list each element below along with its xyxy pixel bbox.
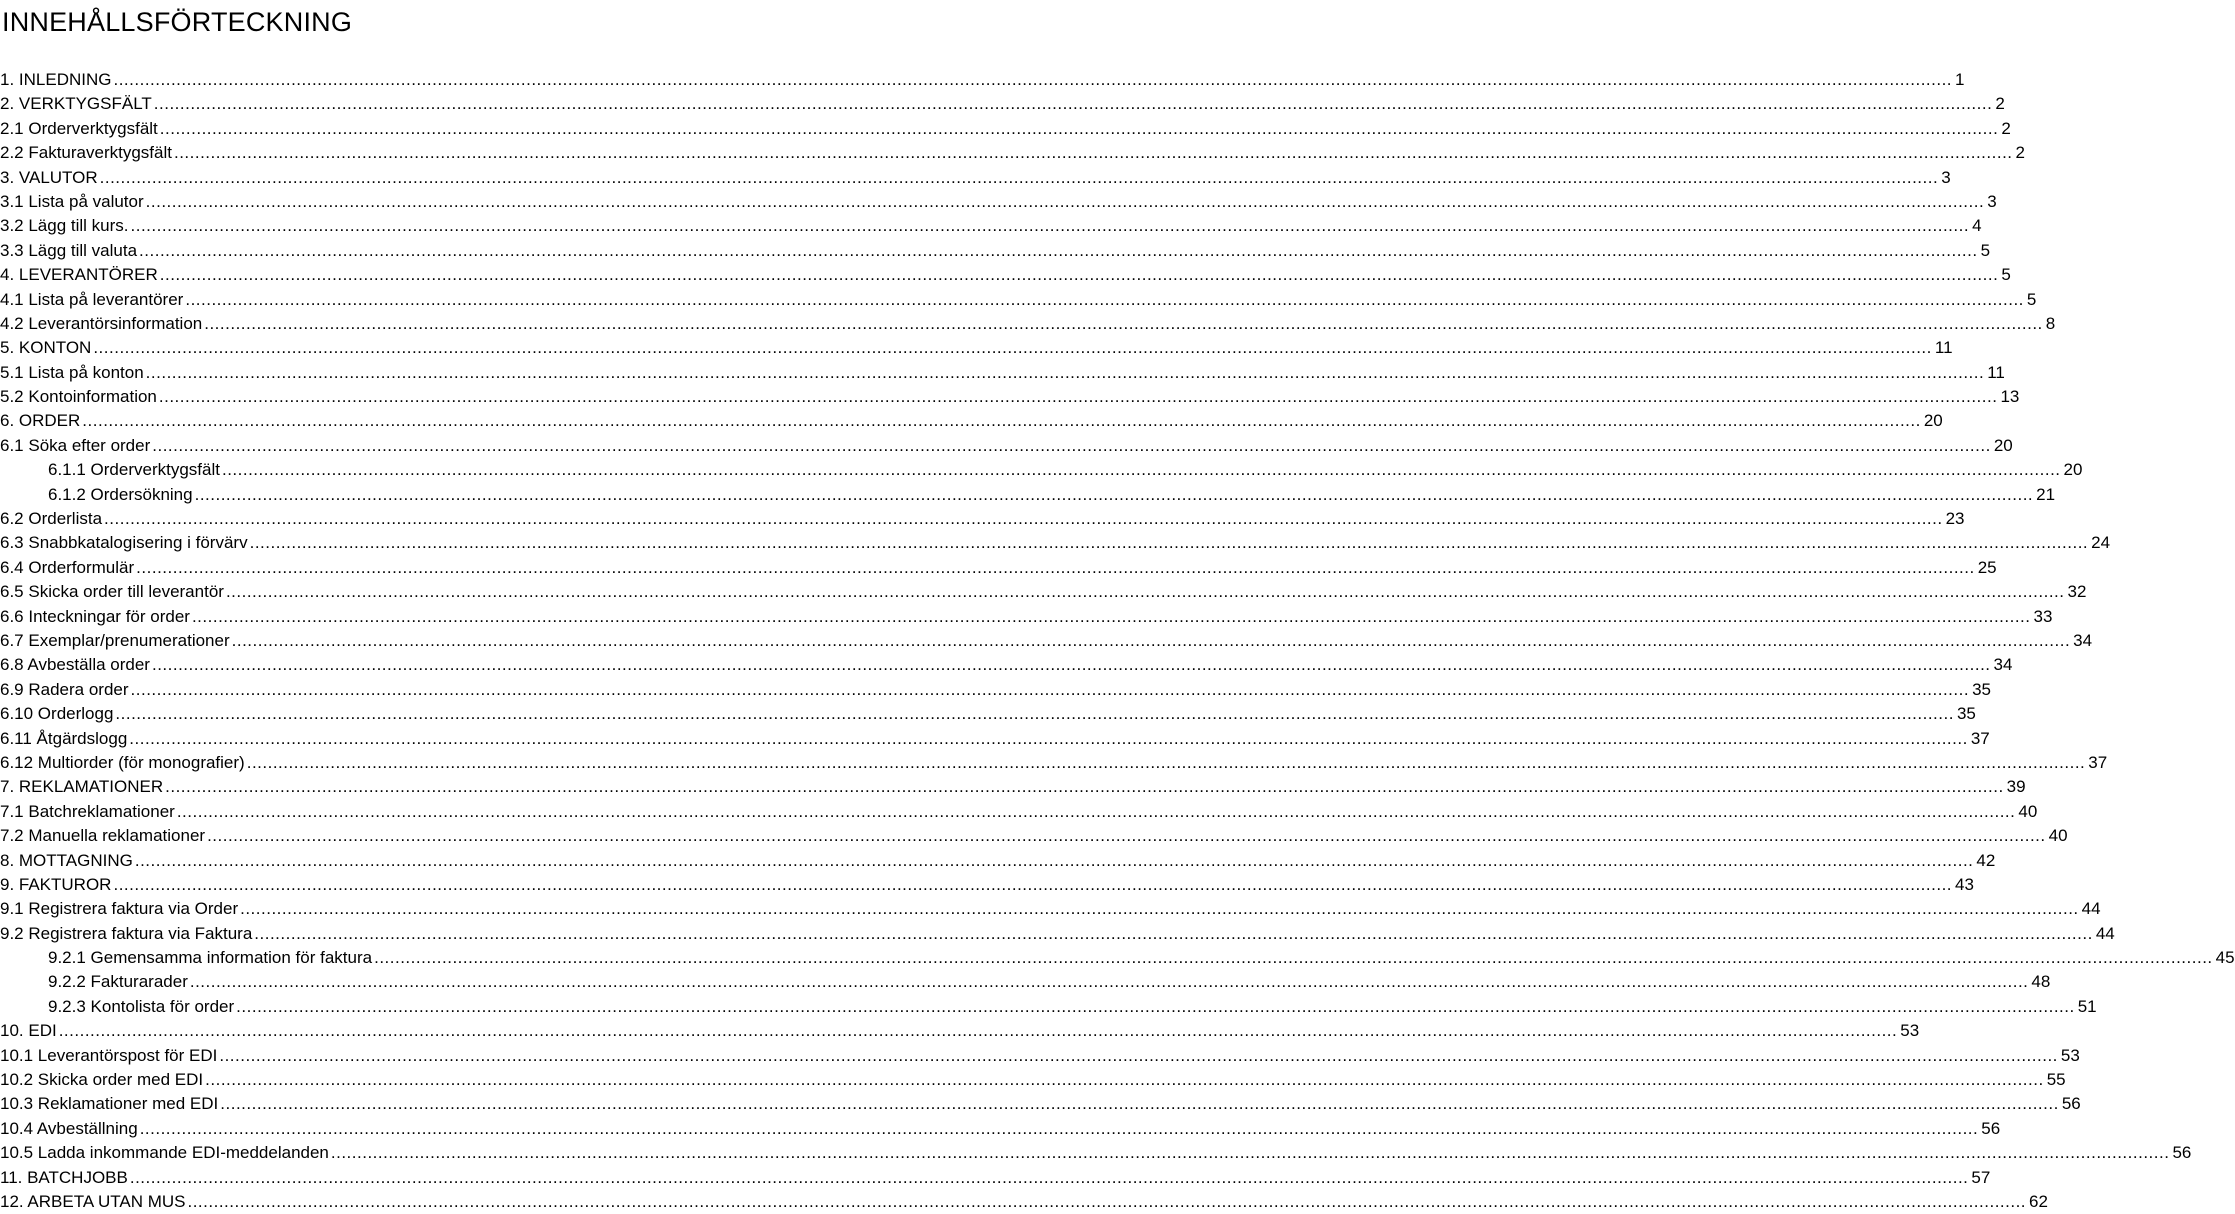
- dot-leader: [220, 1092, 2059, 1116]
- toc-entry-page-number: 20: [2063, 460, 2083, 480]
- toc-entry-label: 11. BATCHJOBB: [0, 1167, 128, 1187]
- toc-entry-label: 6.1 Söka efter order: [0, 435, 151, 455]
- dot-leader: [104, 507, 1943, 531]
- toc-entry[interactable]: [0, 68, 1965, 92]
- toc-entry-label: 9.2.1 Gemensamma information för faktura: [48, 948, 373, 968]
- toc-entry[interactable]: [0, 1117, 2001, 1141]
- dot-leader: [254, 922, 2093, 946]
- toc-entry-page-number: 37: [2088, 752, 2108, 772]
- toc-entry-label: 10.1 Leverantörspost för EDI: [0, 1045, 218, 1065]
- toc-entry-page-number: 1: [1955, 70, 1965, 89]
- toc-entry-page-number: 3: [1941, 167, 1951, 187]
- toc-entry[interactable]: [0, 751, 2108, 775]
- toc-entry-label: 9. FAKTUROR: [0, 874, 112, 894]
- toc-entry-label: 6.11 Åtgärdslogg: [0, 728, 128, 748]
- toc-entry-page-number: 35: [1956, 704, 1976, 724]
- toc-entry[interactable]: [0, 702, 1976, 726]
- toc-entry-page-number: 62: [2029, 1191, 2048, 1211]
- toc-entry-page-number: 34: [1993, 655, 2013, 675]
- toc-entry[interactable]: [0, 775, 2026, 799]
- dot-leader: [115, 702, 1954, 726]
- toc-entry-label: 6. ORDER: [0, 411, 81, 431]
- toc-entry-label: 10. EDI: [0, 1021, 57, 1041]
- toc-entry[interactable]: [0, 580, 2087, 604]
- toc-entry[interactable]: [0, 922, 2115, 946]
- toc-entry-page-number: 13: [2000, 387, 2020, 407]
- dot-leader: [160, 263, 1999, 287]
- toc-entry-page-number: 2: [2001, 118, 2011, 138]
- toc-entry-label: 9.2 Registrera faktura via Faktura: [0, 923, 253, 943]
- dot-leader: [331, 1141, 2170, 1165]
- toc-entry[interactable]: [0, 312, 2056, 336]
- dot-leader: [152, 434, 1991, 458]
- toc-entry[interactable]: [0, 409, 1943, 433]
- dot-leader: [146, 361, 1985, 385]
- toc-entry-page-number: 35: [1972, 679, 1991, 699]
- toc-entry[interactable]: [0, 117, 2011, 141]
- dot-leader: [177, 800, 2016, 824]
- toc-entry-label: 7.1 Batchreklamationer: [0, 801, 175, 821]
- dot-leader: [226, 580, 2065, 604]
- toc-entry[interactable]: [0, 824, 2068, 848]
- toc-entry[interactable]: [0, 897, 2101, 921]
- toc-entry-label: 6.1.1 Orderverktygsfält: [48, 460, 220, 480]
- toc-entry-label: 10.4 Avbeställning: [0, 1118, 138, 1138]
- dot-leader: [250, 531, 2089, 555]
- dot-leader: [131, 678, 1970, 702]
- toc-entry-page-number: 24: [2091, 533, 2111, 553]
- dot-leader: [187, 1190, 2026, 1214]
- toc-entry[interactable]: [0, 458, 2083, 482]
- toc-entry-page-number: 56: [2172, 1143, 2192, 1163]
- toc-entry[interactable]: [0, 1019, 1920, 1043]
- toc-entry-page-number: 11: [1934, 338, 1953, 358]
- toc-entry-page-number: 56: [1981, 1118, 2001, 1138]
- toc-entry-label: 9.1 Registrera faktura via Order: [0, 899, 239, 919]
- dot-leader: [160, 117, 1999, 141]
- toc-entry[interactable]: [0, 263, 2011, 287]
- toc-entry[interactable]: [0, 1141, 2192, 1165]
- toc-entry-page-number: 25: [1977, 557, 1997, 577]
- dot-leader: [195, 483, 2034, 507]
- toc-entry[interactable]: [0, 361, 2005, 385]
- toc-entry-page-number: 11: [1987, 362, 2005, 382]
- toc-entry-label: 10.3 Reklamationer med EDI: [0, 1094, 219, 1114]
- dot-leader: [219, 1044, 2058, 1068]
- dot-leader: [185, 288, 2024, 312]
- dot-leader: [207, 824, 2046, 848]
- toc-entry-label: 10.2 Skicka order med EDI: [0, 1070, 204, 1090]
- toc-entry-page-number: 33: [2033, 606, 2053, 626]
- toc-entry-page-number: 21: [2036, 484, 2056, 504]
- dot-leader: [113, 68, 1952, 92]
- toc-entry-label: 3.2 Lägg till kurs.: [0, 216, 129, 236]
- dot-leader: [159, 385, 1998, 409]
- dot-leader: [113, 873, 1952, 897]
- toc-entry[interactable]: [0, 605, 2053, 629]
- toc-entry[interactable]: [0, 166, 1951, 190]
- dot-leader: [140, 1117, 1979, 1141]
- toc-entry[interactable]: [0, 1190, 2048, 1214]
- toc-entry-label: 4.2 Leverantörsinformation: [0, 313, 203, 333]
- dot-leader: [100, 166, 1939, 190]
- toc-entry-label: 6.3 Snabbkatalogisering i förvärv: [0, 533, 248, 553]
- dot-leader: [93, 336, 1932, 360]
- toc-entry[interactable]: [0, 556, 1997, 580]
- toc-entry-label: 6.12 Multiorder (för monografier): [0, 752, 245, 772]
- toc-entry[interactable]: [0, 190, 1997, 214]
- toc-entry-label: 5.1 Lista på konton: [0, 362, 144, 382]
- dot-leader: [131, 214, 1970, 238]
- toc-entry[interactable]: [0, 239, 1991, 263]
- toc-entry[interactable]: [0, 800, 2038, 824]
- dot-leader: [240, 897, 2079, 921]
- toc-entry-label: 6.1.2 Ordersökning: [48, 484, 193, 504]
- dot-leader: [222, 458, 2061, 482]
- toc-entry-page-number: 4: [1972, 216, 1982, 236]
- dot-leader: [205, 1068, 2044, 1092]
- dot-leader: [236, 995, 2075, 1019]
- page-title: INNEHÅLLSFÖRTECKNING: [2, 7, 353, 37]
- toc-entry-label: 3.1 Lista på valutor: [0, 191, 144, 211]
- toc-entry-page-number: 43: [1955, 874, 1974, 894]
- toc-entry-label: 3. VALUTOR: [0, 167, 98, 187]
- toc-entry[interactable]: [0, 1044, 2080, 1068]
- dot-leader: [190, 970, 2029, 994]
- dot-leader: [192, 605, 2031, 629]
- toc-entry-page-number: 20: [1993, 435, 2013, 455]
- toc-entry-label: 2. VERKTYGSFÄLT: [0, 94, 152, 114]
- table-of-contents: [0, 68, 2235, 1214]
- toc-entry-label: 9.2.2 Fakturarader: [48, 972, 188, 992]
- toc-entry-page-number: 2: [2015, 143, 2025, 163]
- toc-entry-page-number: 20: [1923, 411, 1943, 431]
- toc-entry-page-number: 8: [2045, 313, 2056, 333]
- toc-entry-label: 6.6 Inteckningar för order: [0, 606, 190, 626]
- toc-entry-label: 6.2 Orderlista: [0, 509, 103, 529]
- toc-entry-label: 7.2 Manuella reklamationer: [0, 826, 206, 846]
- toc-entry[interactable]: [0, 1092, 2081, 1116]
- toc-entry-label: 6.8 Avbeställa order: [0, 655, 150, 675]
- toc-entry-label: 12. ARBETA UTAN MUS: [0, 1191, 186, 1211]
- toc-entry-page-number: 40: [2048, 826, 2068, 846]
- toc-entry-label: 9.2.3 Kontolista för order: [48, 996, 235, 1016]
- toc-entry-page-number: 56: [2061, 1094, 2081, 1114]
- toc-entry[interactable]: [0, 970, 2051, 994]
- dot-leader: [59, 1019, 1898, 1043]
- toc-entry-label: 1. INLEDNING: [0, 70, 112, 89]
- toc-entry[interactable]: [0, 214, 1982, 238]
- toc-entry[interactable]: [0, 727, 1990, 751]
- toc-entry[interactable]: [0, 288, 2037, 312]
- toc-entry-label: 8. MOTTAGNING: [0, 850, 133, 870]
- toc-entry[interactable]: [0, 873, 1974, 897]
- toc-entry[interactable]: [0, 849, 1996, 873]
- toc-entry-label: 6.4 Orderformulär: [0, 557, 135, 577]
- toc-entry-page-number: 5: [2001, 265, 2011, 285]
- toc-entry-label: 7. REKLAMATIONER: [0, 777, 164, 797]
- toc-entry[interactable]: [0, 629, 2093, 653]
- toc-entry-page-number: 3: [1987, 191, 1997, 211]
- toc-entry-page-number: 44: [2095, 923, 2115, 943]
- toc-entry[interactable]: [0, 92, 2005, 116]
- toc-entry-page-number: 2: [1995, 94, 2005, 114]
- toc-entry-page-number: 37: [1970, 728, 1990, 748]
- dot-leader: [204, 312, 2043, 336]
- toc-entry[interactable]: [0, 946, 2235, 970]
- toc-entry-label: 6.5 Skicka order till leverantör: [0, 582, 224, 602]
- toc-entry[interactable]: [0, 995, 2097, 1019]
- dot-leader: [152, 653, 1991, 677]
- toc-entry[interactable]: [0, 678, 1991, 702]
- toc-entry[interactable]: [0, 385, 2020, 409]
- dot-leader: [130, 1166, 1969, 1190]
- toc-entry-page-number: 48: [2031, 972, 2051, 992]
- dot-leader: [374, 946, 2213, 970]
- toc-entry-label: 10.5 Ladda inkommande EDI-meddelanden: [0, 1143, 329, 1163]
- toc-entry-page-number: 34: [2073, 630, 2093, 650]
- toc-entry-page-number: 51: [2077, 996, 2097, 1016]
- toc-entry-page-number: 42: [1976, 850, 1996, 870]
- toc-entry[interactable]: [0, 336, 1953, 360]
- toc-entry-page-number: 57: [1971, 1167, 1991, 1187]
- toc-entry-page-number: 23: [1945, 509, 1965, 529]
- toc-entry-page-number: 44: [2081, 899, 2101, 919]
- toc-entry[interactable]: [0, 507, 1965, 531]
- toc-entry-label: 5. KONTON: [0, 338, 92, 358]
- dot-leader: [146, 190, 1985, 214]
- toc-entry-page-number: 5: [2026, 289, 2037, 309]
- dot-leader: [135, 849, 1974, 873]
- toc-entry[interactable]: [0, 483, 2056, 507]
- dot-leader: [129, 727, 1968, 751]
- toc-entry[interactable]: [0, 1068, 2066, 1092]
- toc-entry-page-number: 32: [2067, 582, 2087, 602]
- dot-leader: [232, 629, 2071, 653]
- toc-entry-label: 2.2 Fakturaverktygsfält: [0, 143, 172, 163]
- toc-entry[interactable]: [0, 531, 2111, 555]
- toc-entry[interactable]: [0, 141, 2025, 165]
- toc-entry-label: 6.10 Orderlogg: [0, 704, 114, 724]
- toc-entry-label: 6.9 Radera order: [0, 679, 129, 699]
- dot-leader: [136, 556, 1975, 580]
- toc-entry-label: 5.2 Kontoinformation: [0, 387, 157, 407]
- toc-entry[interactable]: [0, 1166, 1991, 1190]
- toc-entry[interactable]: [0, 653, 2013, 677]
- toc-entry-label: 2.1 Orderverktygsfält: [0, 118, 158, 138]
- dot-leader: [174, 141, 2013, 165]
- toc-entry[interactable]: [0, 434, 2013, 458]
- toc-entry-page-number: 39: [2006, 777, 2026, 797]
- toc-entry-page-number: 40: [2018, 801, 2038, 821]
- dot-leader: [247, 751, 2086, 775]
- toc-entry-page-number: 45: [2215, 948, 2235, 968]
- toc-entry-page-number: 55: [2046, 1070, 2066, 1090]
- dot-leader: [139, 239, 1978, 263]
- toc-entry-page-number: 53: [2060, 1045, 2080, 1065]
- toc-entry-label: 4.1 Lista på leverantörer: [0, 289, 184, 309]
- dot-leader: [154, 92, 1993, 116]
- toc-entry-page-number: 5: [1980, 240, 1991, 260]
- toc-entry-label: 6.7 Exemplar/prenumerationer: [0, 630, 230, 650]
- dot-leader: [82, 409, 1921, 433]
- toc-entry-page-number: 53: [1900, 1021, 1920, 1041]
- dot-leader: [165, 775, 2004, 799]
- toc-entry-label: 3.3 Lägg till valuta: [0, 240, 138, 260]
- toc-entry-label: 4. LEVERANTÖRER: [0, 265, 158, 285]
